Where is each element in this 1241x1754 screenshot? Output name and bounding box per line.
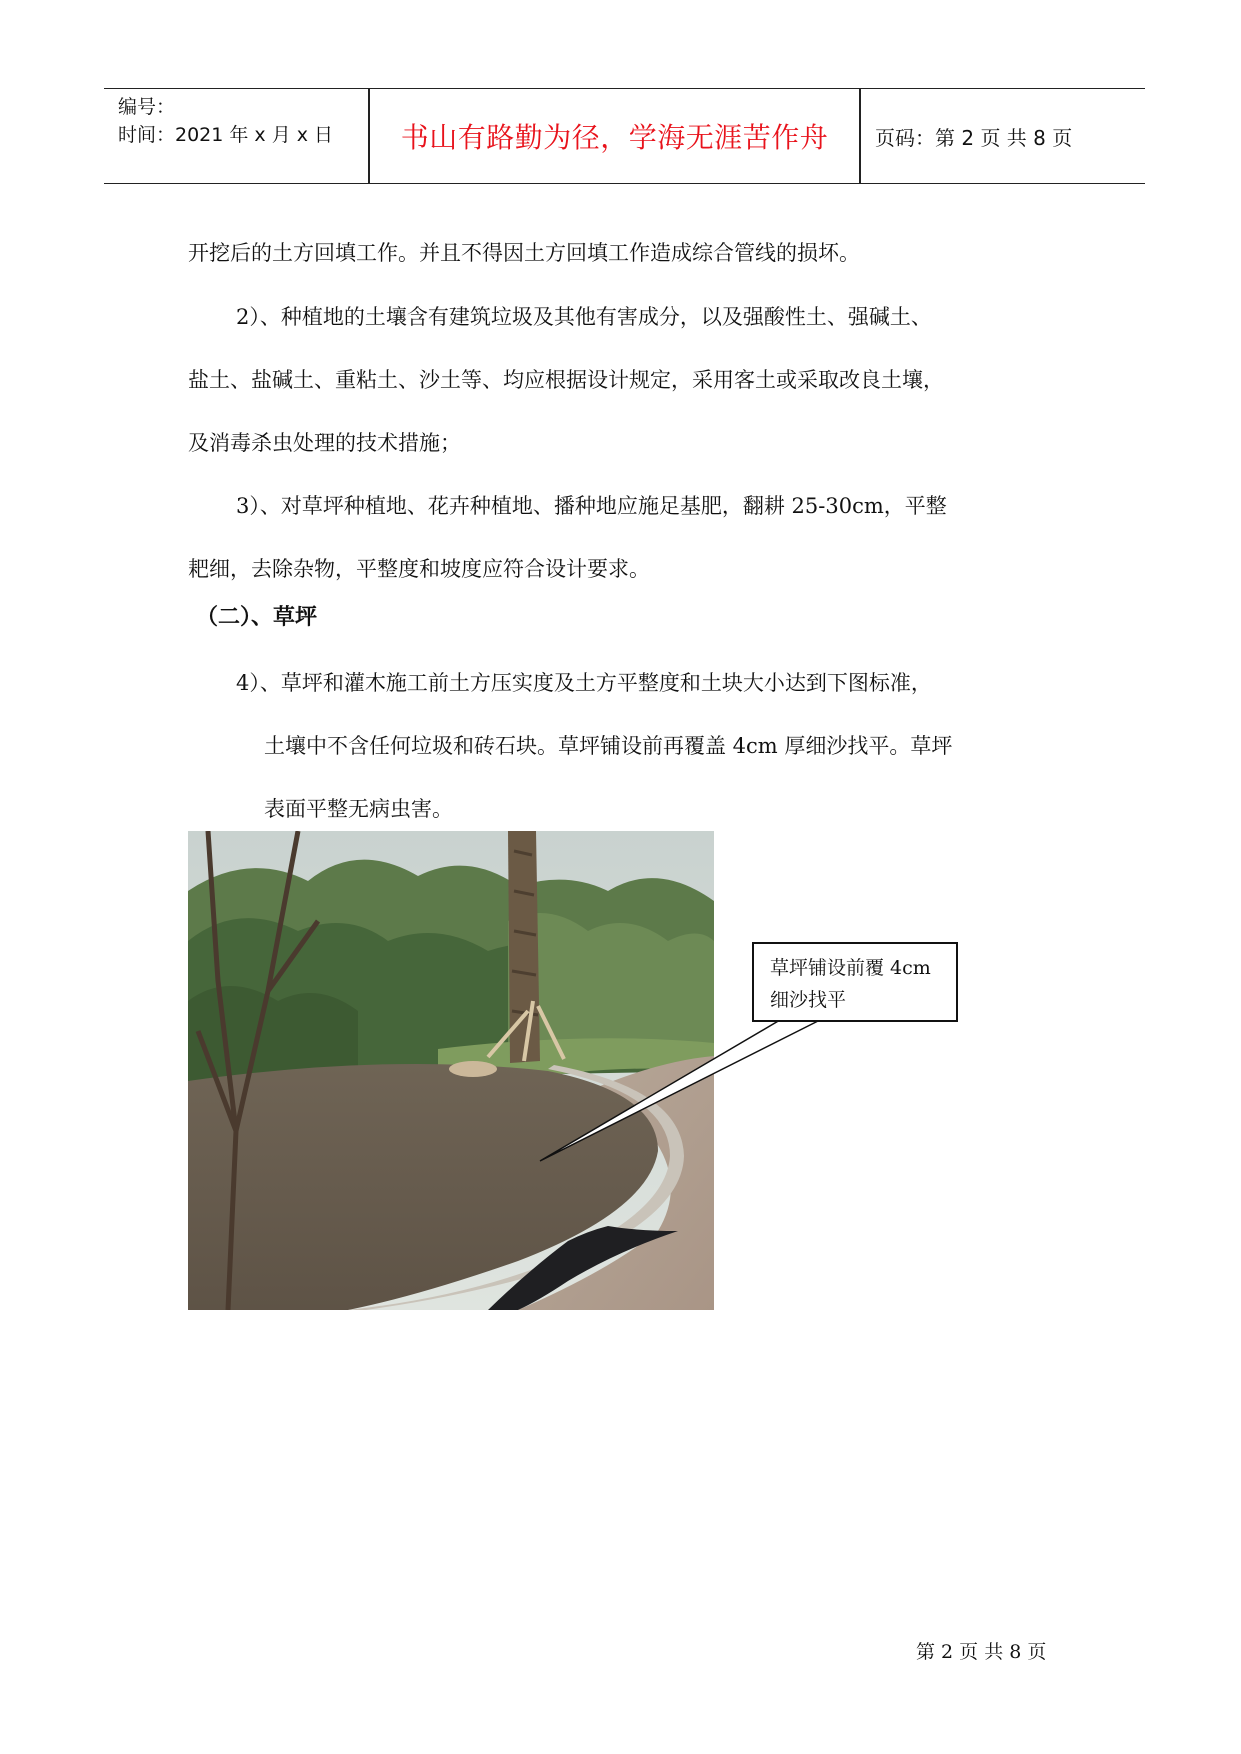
body-line-5: 3）、对草坪种植地、花卉种植地、播种地应施足基肥，翻耕 25-30cm，平整 bbox=[236, 494, 947, 518]
header-page-info: 页码：第 2 页 共 8 页 bbox=[875, 125, 1073, 150]
body-line-6: 耙细，去除杂物，平整度和坡度应符合设计要求。 bbox=[188, 557, 650, 581]
figure-callout bbox=[752, 942, 958, 1022]
body-line-4: 及消毒杀虫处理的技术措施； bbox=[188, 431, 461, 455]
page-footer: 第 2 页 共 8 页 bbox=[916, 1641, 1047, 1663]
body-line-8: 土壤中不含任何垃圾和砖石块。草坪铺设前再覆盖 4cm 厚细沙找平。草坪 bbox=[264, 734, 953, 758]
body-line-3: 盐土、盐碱土、重粘土、沙土等、均应根据设计规定，采用客土或采取改良土壤， bbox=[188, 368, 944, 392]
callout-line-2: 细沙找平 bbox=[770, 989, 847, 1011]
doc-date-label: 时间：2021 年 x 月 x 日 bbox=[118, 124, 334, 146]
header-motto: 书山有路勤为径，学海无涯苦作舟 bbox=[400, 121, 829, 154]
body-line-9: 表面平整无病虫害。 bbox=[264, 797, 453, 821]
body-line-1: 开挖后的土方回填工作。并且不得因土方回填工作造成综合管线的损坏。 bbox=[188, 241, 860, 265]
section-heading: （二）、草坪 bbox=[196, 605, 318, 630]
body-line-7: 4）、草坪和灌木施工前土方压实度及土方平整度和土块大小达到下图标准， bbox=[236, 671, 932, 695]
doc-number-label: 编号： bbox=[118, 96, 176, 118]
body-line-2: 2）、种植地的土壤含有建筑垃圾及其他有害成分，以及强酸性土、强碱土、 bbox=[236, 305, 932, 329]
callout-line-1: 草坪铺设前覆 4cm bbox=[770, 957, 931, 979]
site-photo-illustration bbox=[188, 831, 714, 1310]
site-photo bbox=[188, 831, 714, 1310]
page-header bbox=[104, 88, 1145, 184]
